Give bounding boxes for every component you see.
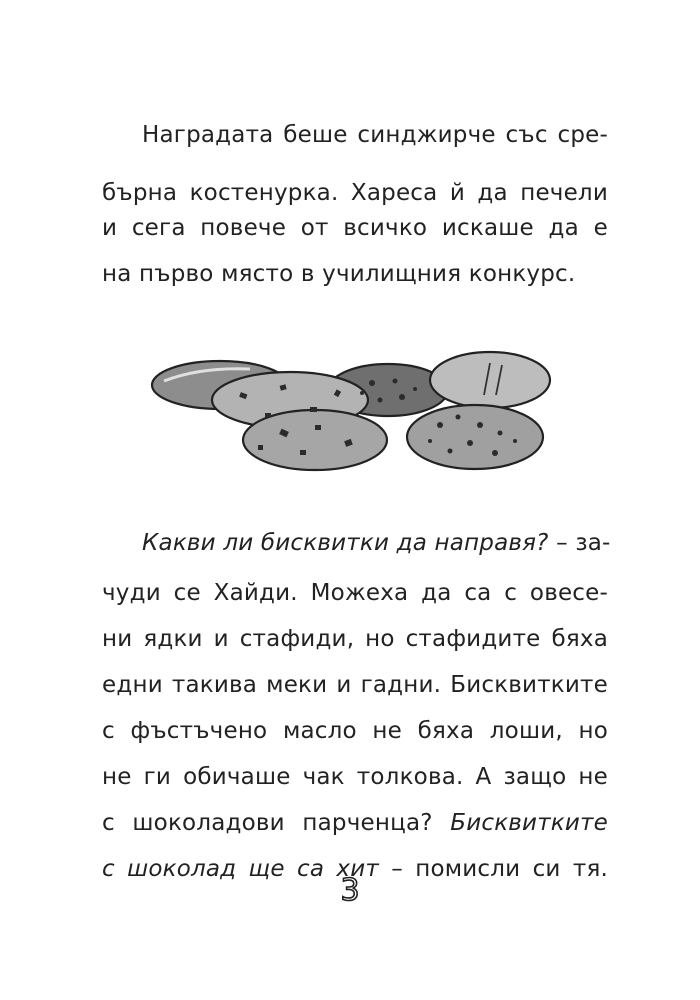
cookies-icon (140, 345, 560, 475)
paragraph-2-line-1-rest: – за- (548, 530, 611, 556)
thought-italic-2: Бисквитките (450, 810, 608, 836)
thought-italic-3: с шоколад ще са хит (102, 856, 379, 882)
paragraph-2-line-7-normal: с шоколадови парченца? (102, 810, 451, 836)
paragraph-2-line-8-rest: – помисли си тя. (379, 856, 608, 882)
paragraph-2-line-1 (142, 528, 611, 558)
thought-italic: Какви ли бисквитки да направя? (142, 530, 549, 556)
paragraph-1-line-1: Наградата беше синджирче със сре- (142, 122, 608, 148)
paragraph-2-line-7 (102, 808, 608, 838)
paragraph-2-line-4: едни такива меки и гадни. Бисквитките (102, 672, 608, 698)
page-number-text: 3 (340, 873, 360, 908)
paragraph-1-line-2: бърна костенурка. Хареса й да печели (102, 180, 608, 206)
paragraph-2-line-2: чуди се Хайди. Можеха да са с овесе- (102, 580, 608, 606)
paragraph-2-line-3: ни ядки и стафиди, но стафидите бяха (102, 626, 608, 652)
paragraph-2-line-6: не ги обичаше чак толкова. А защо не (102, 764, 608, 790)
paragraph-1-line-3: и сега повече от всичко искаше да е (102, 215, 608, 241)
page-number (336, 868, 364, 908)
paragraph-2-line-5: с фъстъчено масло не бяха лоши, но (102, 718, 608, 744)
paragraph-1-line-4: на първо място в училищния конкурс. (102, 261, 576, 287)
